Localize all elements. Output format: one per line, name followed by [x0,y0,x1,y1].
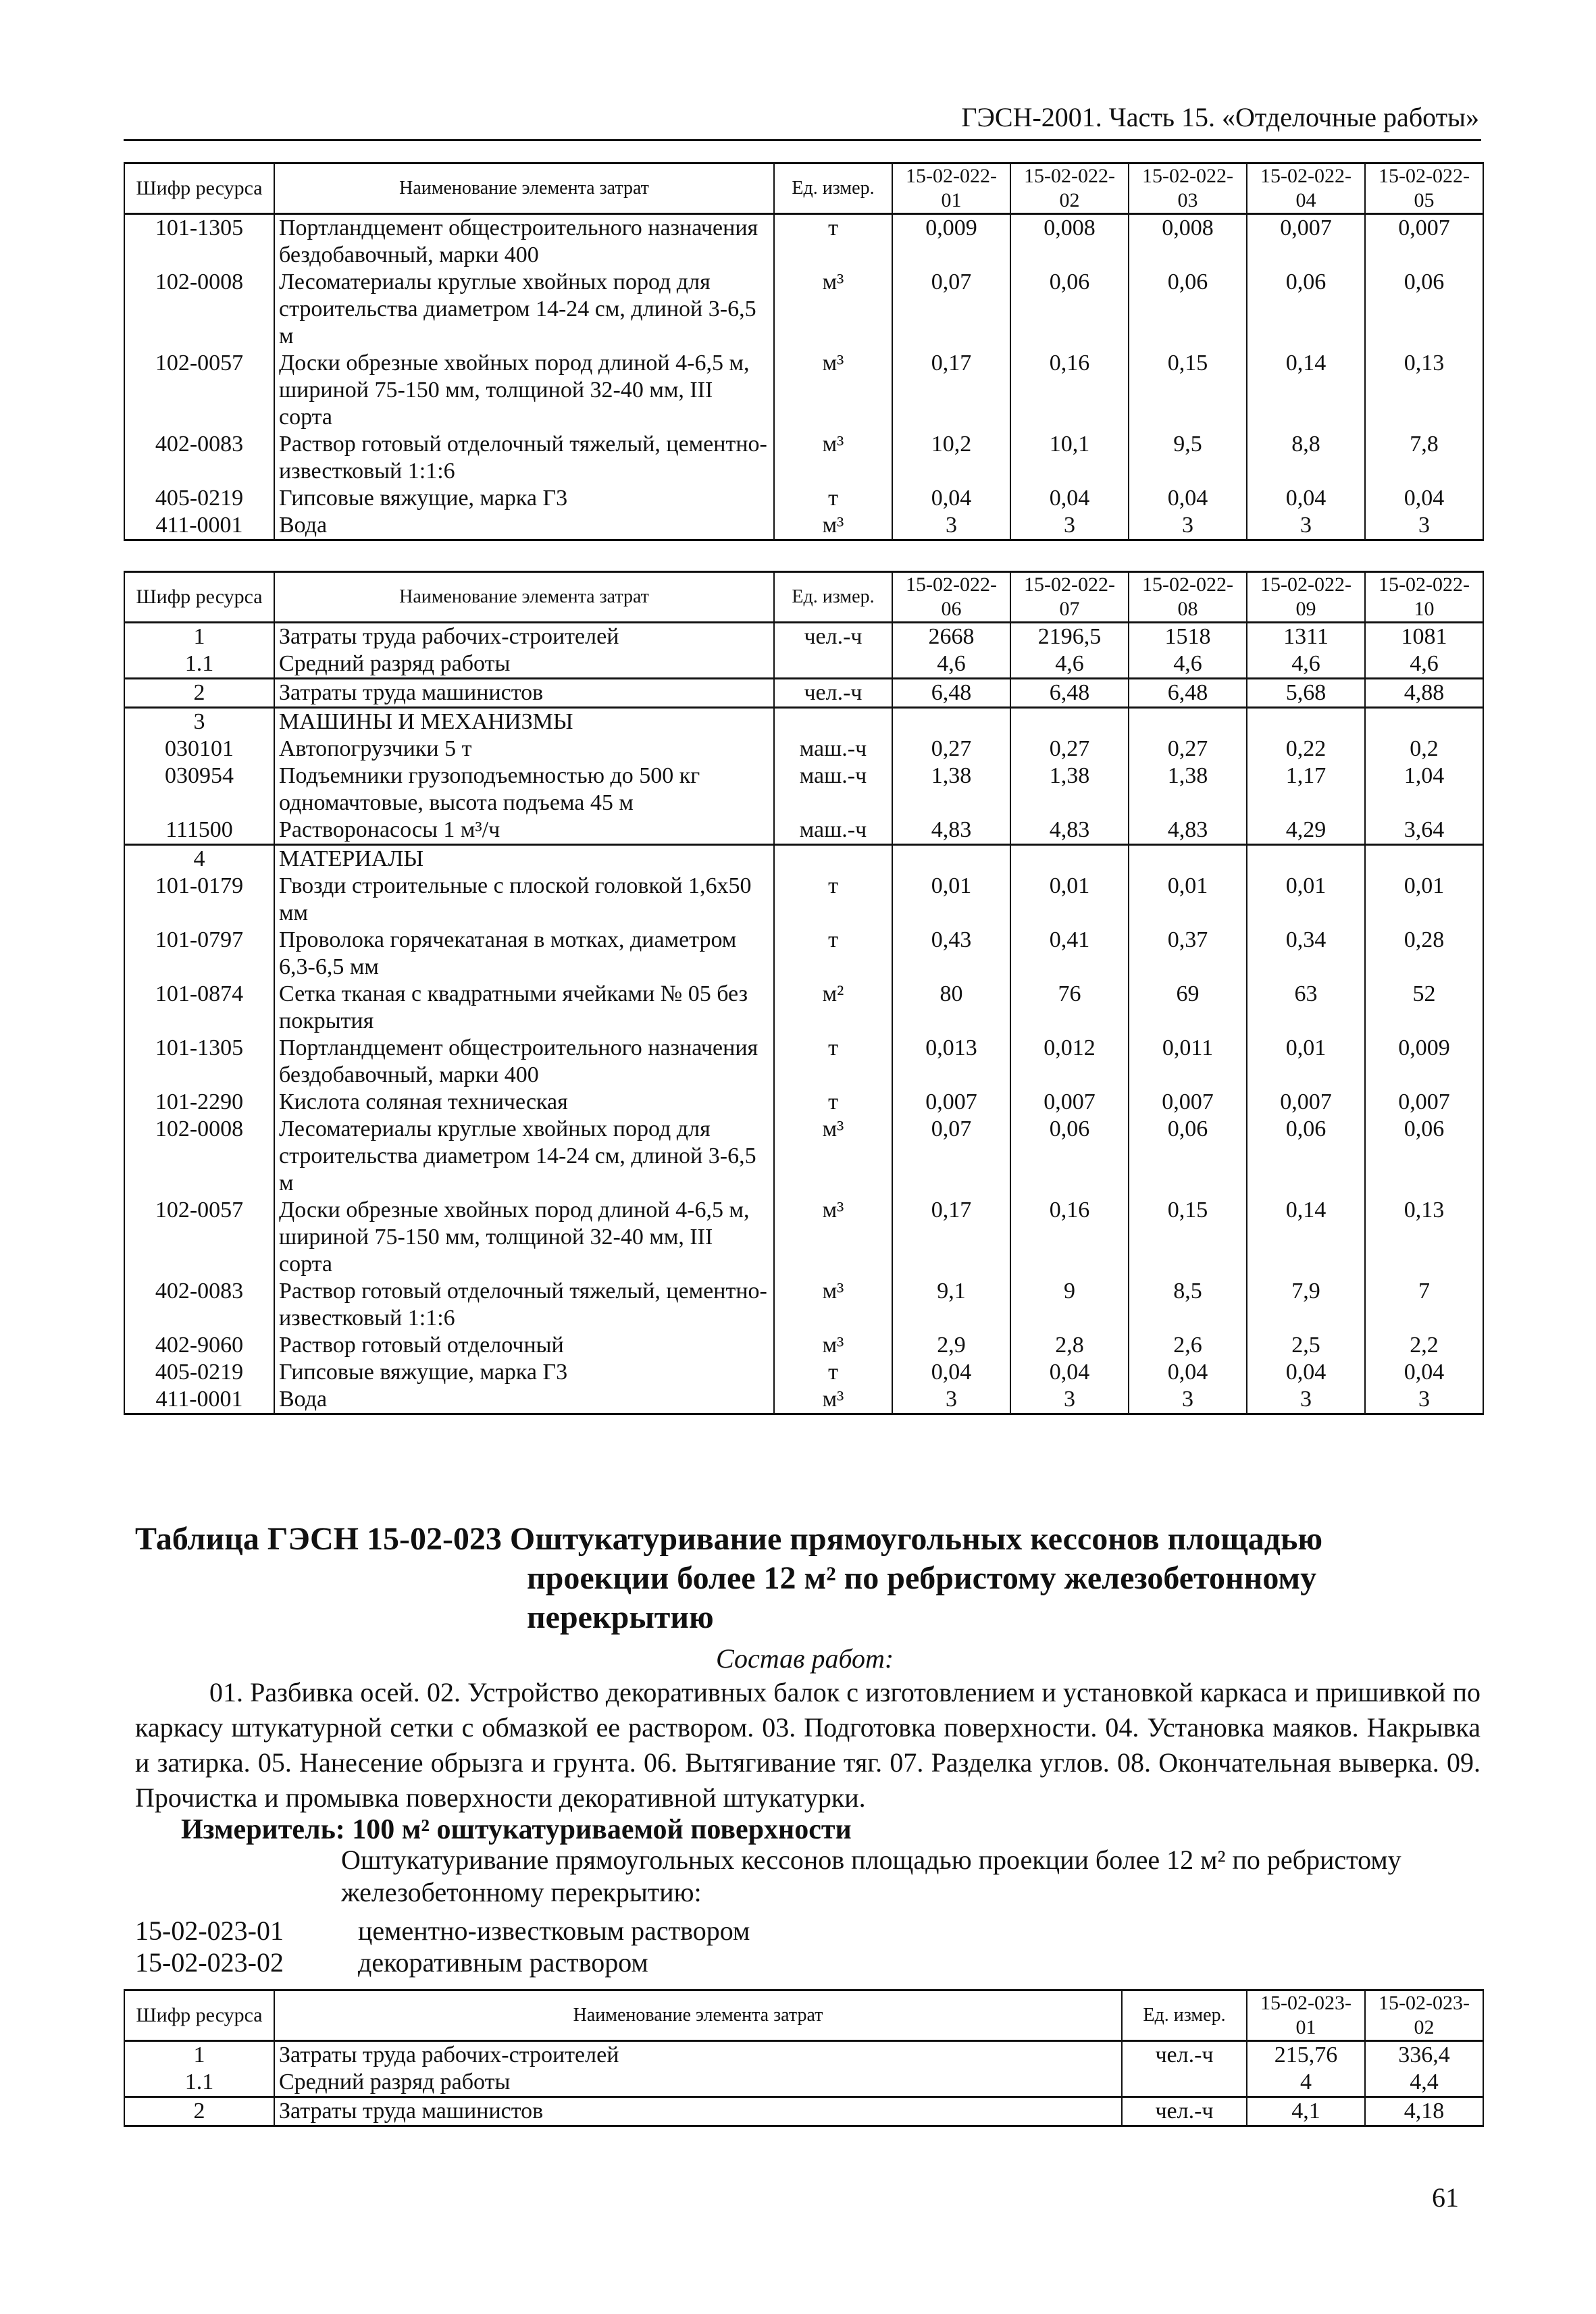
running-header: ГЭСН-2001. Часть 15. «Отделочные работы» [961,102,1479,132]
resource-value: 0,06 [1129,1116,1247,1197]
resource-code: 101-0797 [124,927,274,981]
resource-value: 0,04 [1129,485,1247,512]
resource-name: Лесоматериалы круглые хвойных пород для строительства диаметром 14-24 см, длиной 3-6,5 м [274,269,774,350]
resource-value: 3 [1010,1386,1129,1414]
resource-name: МАШИНЫ И МЕХАНИЗМЫ [274,708,774,736]
measure-unit: Измеритель: 100 м² оштукатуриваемой поверхности [181,1814,852,1845]
resource-code: 402-0083 [124,1278,274,1332]
resource-value: 0,34 [1247,927,1365,981]
resource-value: 0,16 [1010,1197,1129,1278]
resource-value: 9 [1010,1278,1129,1332]
resource-value: 0,01 [1010,873,1129,927]
variants-caption: Оштукатуривание прямоугольных кессонов площадью проекции более 12 м² по ребристому железобетонному перекрытию: [341,1845,1401,1907]
resource-value: 0,04 [1247,485,1365,512]
resource-value: 3 [892,512,1010,540]
resource-value: 3 [1365,1386,1483,1414]
resource-code: 405-0219 [124,485,274,512]
col-header-variant: 15-02-022-08 [1129,572,1247,623]
resource-name: Затраты труда машинистов [274,679,774,708]
resource-value: 0,07 [892,269,1010,350]
resource-value: 0,15 [1129,1197,1247,1278]
resource-name: Затраты труда рабочих-строителей [274,2041,1122,2069]
resource-unit: чел.-ч [1122,2097,1247,2126]
col-header-variant: 15-02-022-10 [1365,572,1483,623]
table-row [124,431,1483,485]
resource-unit: маш.-ч [774,763,892,817]
col-header-unit: Ед. измер. [774,163,892,214]
resource-name: Гипсовые вяжущие, марка Г3 [274,485,774,512]
resource-unit: м³ [774,1116,892,1197]
variant-label: цементно-известковым раствором [358,1916,750,1946]
resource-value: 4,29 [1247,817,1365,845]
resource-name: Вода [274,512,774,540]
resource-value [1247,845,1365,873]
resource-value: 0,27 [1129,736,1247,763]
resource-value: 0,04 [1365,485,1483,512]
work-composition-text: 01. Разбивка осей. 02. Устройство декоративных балок с изготовлением и установкой каркаса и пришивкой по каркасу штукатурной сетки с обмазкой ее раствором. 03. Подготовка поверхности. 04. Установка маяков. Накрывка и затирка. 05. Нанесение обрызга и грунта. 06. Вытягивание тяг. 07. Разделка углов. 08. Окончательная выверка. 09. Прочистка и промывка поверхности декоративной штукатурки. [135,1677,1481,1813]
resource-code: 102-0057 [124,1197,274,1278]
resource-code: 102-0008 [124,1116,274,1197]
resource-unit: чел.-ч [774,623,892,651]
table-row [124,269,1483,350]
resource-value: 0,15 [1129,350,1247,431]
resource-value: 69 [1129,981,1247,1035]
resource-name: Сетка тканая с квадратными ячейками № 05 без покрытия [274,981,774,1035]
resource-value: 6,48 [1010,679,1129,708]
resource-name: Затраты труда машинистов [274,2097,1122,2126]
resource-value: 4,6 [1010,650,1129,679]
resource-value: 0,16 [1010,350,1129,431]
resource-value: 63 [1247,981,1365,1035]
table-row [124,927,1483,981]
resource-code: 102-0008 [124,269,274,350]
resource-value: 0,04 [1365,1359,1483,1386]
header-rule [124,139,1481,141]
resource-value: 0,013 [892,1035,1010,1089]
resource-value: 0,41 [1010,927,1129,981]
resource-value: 3 [1247,1386,1365,1414]
resource-name: Доски обрезные хвойных пород длиной 4-6,5 м, шириной 75-150 мм, толщиной 32-40 мм, III сорта [274,350,774,431]
resource-value: 0,01 [1129,873,1247,927]
resource-name: Портландцемент общестроительного назначения бездобавочный, марки 400 [274,214,774,269]
page-number: 61 [1432,2182,1459,2213]
resource-value: 80 [892,981,1010,1035]
table-row [124,1359,1483,1386]
resource-unit: т [774,927,892,981]
resource-name: Гвозди строительные с плоской головкой 1,6х50 мм [274,873,774,927]
resource-value: 0,007 [1010,1089,1129,1116]
resource-unit: маш.-ч [774,736,892,763]
resource-value: 0,06 [1247,269,1365,350]
resource-value: 10,2 [892,431,1010,485]
variant-label: декоративным раствором [358,1947,648,1978]
table-row [124,623,1483,651]
table-row [124,350,1483,431]
resource-value: 0,13 [1365,350,1483,431]
resource-value: 4,18 [1365,2097,1483,2126]
resource-unit: м³ [774,1197,892,1278]
resource-value: 0,13 [1365,1197,1483,1278]
resource-value: 4,6 [892,650,1010,679]
col-header-code: Шифр ресурса [124,163,274,214]
resource-value: 0,06 [1247,1116,1365,1197]
resource-value: 8,5 [1129,1278,1247,1332]
resource-unit [774,708,892,736]
table-row [124,214,1483,269]
resource-value [1010,845,1129,873]
col-header-name: Наименование элемента затрат [274,1990,1122,2041]
resource-value: 0,17 [892,1197,1010,1278]
resource-code: 4 [124,845,274,873]
col-header-variant: 15-02-022-09 [1247,572,1365,623]
variant-code: 15-02-023-01 [135,1916,284,1946]
table-row [124,1197,1483,1278]
resource-name: Средний разряд работы [274,650,774,679]
resource-name: Автопогрузчики 5 т [274,736,774,763]
resource-value: 2668 [892,623,1010,651]
resource-code: 405-0219 [124,1359,274,1386]
col-header-variant: 15-02-022-01 [892,163,1010,214]
resource-value: 3 [1247,512,1365,540]
col-header-unit: Ед. измер. [774,572,892,623]
resource-value: 0,22 [1247,736,1365,763]
resource-name: Гипсовые вяжущие, марка Г3 [274,1359,774,1386]
resource-value: 4,6 [1247,650,1365,679]
resource-value: 7,8 [1365,431,1483,485]
resource-value: 1,38 [1129,763,1247,817]
resource-code: 1 [124,623,274,651]
resource-code: 2 [124,2097,274,2126]
resource-code: 030954 [124,763,274,817]
resource-value: 3 [1129,1386,1247,1414]
resource-value [1129,845,1247,873]
table-row [124,1035,1483,1089]
resource-unit [774,650,892,679]
table-row [124,485,1483,512]
resource-code: 101-1305 [124,1035,274,1089]
table-row [124,845,1483,873]
resource-unit: т [774,1089,892,1116]
resource-value: 4,6 [1365,650,1483,679]
resource-value: 7 [1365,1278,1483,1332]
resource-value: 1081 [1365,623,1483,651]
resource-value: 0,37 [1129,927,1247,981]
resource-value: 4,83 [892,817,1010,845]
resource-value: 4,6 [1129,650,1247,679]
resource-name: Портландцемент общестроительного назначения бездобавочный, марки 400 [274,1035,774,1089]
resource-unit [774,845,892,873]
resource-value: 0,04 [1010,1359,1129,1386]
resource-name: Растворонасосы 1 м³/ч [274,817,774,845]
resource-value: 0,17 [892,350,1010,431]
resource-value: 1311 [1247,623,1365,651]
resource-value: 0,01 [1247,1035,1365,1089]
resource-value: 9,5 [1129,431,1247,485]
resource-value: 2,2 [1365,1332,1483,1359]
resource-value: 4 [1247,2069,1365,2097]
resource-name: Раствор готовый отделочный тяжелый, цементно-известковый 1:1:6 [274,1278,774,1332]
table-row [124,981,1483,1035]
col-header-variant: 15-02-022-07 [1010,572,1129,623]
resource-value: 1,04 [1365,763,1483,817]
table-row [124,650,1483,679]
resource-code: 030101 [124,736,274,763]
resource-value [1129,708,1247,736]
table-row [124,1332,1483,1359]
col-header-variant: 15-02-023-02 [1365,1990,1483,2041]
table-row [124,1278,1483,1332]
resource-value: 0,43 [892,927,1010,981]
col-header-variant: 15-02-023-01 [1247,1990,1365,2041]
resource-value: 2196,5 [1010,623,1129,651]
table-row [124,1089,1483,1116]
resource-value: 0,007 [1129,1089,1247,1116]
resource-value: 0,007 [1247,1089,1365,1116]
resource-code: 411-0001 [124,512,274,540]
resource-value: 3 [892,1386,1010,1414]
table-title-line-1: Таблица ГЭСН 15-02-023 Оштукатуривание прямоугольных кессонов площадью [135,1521,1323,1557]
resource-value [892,708,1010,736]
resource-value: 2,5 [1247,1332,1365,1359]
resource-value: 7,9 [1247,1278,1365,1332]
resource-value: 0,04 [1010,485,1129,512]
resource-unit: м³ [774,1332,892,1359]
resource-value: 336,4 [1365,2041,1483,2069]
resource-value: 0,14 [1247,350,1365,431]
resource-value: 0,01 [1247,873,1365,927]
table-title-line-2: проекции более 12 м² по ребристому железобетонному [527,1560,1317,1596]
resource-unit: т [774,485,892,512]
resource-name: МАТЕРИАЛЫ [274,845,774,873]
resource-value: 0,01 [892,873,1010,927]
resource-table-2 [124,571,1484,1415]
resource-unit: м² [774,981,892,1035]
resource-value: 4,4 [1365,2069,1483,2097]
resource-value [1010,708,1129,736]
resource-value: 4,88 [1365,679,1483,708]
resource-value: 6,48 [892,679,1010,708]
table-title-line-3: перекрытию [527,1599,714,1635]
resource-code: 101-1305 [124,214,274,269]
resource-value: 0,009 [892,214,1010,269]
resource-value: 52 [1365,981,1483,1035]
resource-value: 0,012 [1010,1035,1129,1089]
resource-unit: т [774,873,892,927]
resource-value: 0,011 [1129,1035,1247,1089]
resource-code: 1.1 [124,650,274,679]
col-header-code: Шифр ресурса [124,1990,274,2041]
resource-name: Раствор готовый отделочный тяжелый, цементно-известковый 1:1:6 [274,431,774,485]
col-header-code: Шифр ресурса [124,572,274,623]
table-row [124,763,1483,817]
resource-name: Раствор готовый отделочный [274,1332,774,1359]
col-header-name: Наименование элемента затрат [274,163,774,214]
resource-value: 3,64 [1365,817,1483,845]
resource-name: Вода [274,1386,774,1414]
resource-value: 0,007 [1247,214,1365,269]
resource-unit: м³ [774,512,892,540]
resource-value: 0,007 [1365,214,1483,269]
resource-value [1365,708,1483,736]
resource-value: 3 [1010,512,1129,540]
table-row [124,817,1483,845]
table-row [124,679,1483,708]
resource-value: 0,06 [1365,1116,1483,1197]
resource-code: 402-9060 [124,1332,274,1359]
resource-value: 2,8 [1010,1332,1129,1359]
resource-code: 3 [124,708,274,736]
resource-code: 402-0083 [124,431,274,485]
resource-code: 102-0057 [124,350,274,431]
resource-value: 3 [1365,512,1483,540]
resource-value: 0,009 [1365,1035,1483,1089]
table-row [124,2069,1483,2097]
resource-value: 215,76 [1247,2041,1365,2069]
variant-code: 15-02-023-02 [135,1947,284,1978]
resource-value: 1,38 [1010,763,1129,817]
variant-row [135,1947,648,1978]
resource-value: 0,06 [1010,269,1129,350]
resource-value: 0,007 [892,1089,1010,1116]
resource-table-3 [124,1989,1484,2127]
table-row [124,736,1483,763]
table-row [124,873,1483,927]
resource-value: 9,1 [892,1278,1010,1332]
resource-name: Кислота соляная техническая [274,1089,774,1116]
resource-value: 2,6 [1129,1332,1247,1359]
table-row [124,708,1483,736]
resource-value: 1518 [1129,623,1247,651]
resource-code: 1 [124,2041,274,2069]
col-header-variant: 15-02-022-04 [1247,163,1365,214]
resource-name: Доски обрезные хвойных пород длиной 4-6,5 м, шириной 75-150 мм, толщиной 32-40 мм, III сорта [274,1197,774,1278]
resource-value: 1,38 [892,763,1010,817]
resource-unit: м³ [774,1386,892,1414]
resource-name: Средний разряд работы [274,2069,1122,2097]
resource-value: 0,01 [1365,873,1483,927]
resource-value: 0,008 [1010,214,1129,269]
resource-value: 76 [1010,981,1129,1035]
resource-unit: м³ [774,269,892,350]
resource-value: 4,83 [1010,817,1129,845]
resource-value: 0,14 [1247,1197,1365,1278]
resource-value: 0,27 [1010,736,1129,763]
resource-value: 0,06 [1365,269,1483,350]
resource-name: Лесоматериалы круглые хвойных пород для строительства диаметром 14-24 см, длиной 3-6,5 м [274,1116,774,1197]
resource-value [1365,845,1483,873]
variant-row [135,1915,750,1947]
resource-code: 101-0874 [124,981,274,1035]
resource-code: 111500 [124,817,274,845]
table-row [124,1116,1483,1197]
col-header-unit: Ед. измер. [1122,1990,1247,2041]
col-header-variant: 15-02-022-03 [1129,163,1247,214]
resource-value: 4,1 [1247,2097,1365,2126]
resource-name: Проволока горячекатаная в мотках, диаметром 6,3-6,5 мм [274,927,774,981]
resource-value: 6,48 [1129,679,1247,708]
resource-unit: м³ [774,1278,892,1332]
col-header-variant: 15-02-022-05 [1365,163,1483,214]
resource-code: 101-2290 [124,1089,274,1116]
resource-name: Затраты труда рабочих-строителей [274,623,774,651]
resource-value: 8,8 [1247,431,1365,485]
col-header-variant: 15-02-022-02 [1010,163,1129,214]
resource-unit: м³ [774,350,892,431]
table-row [124,1386,1483,1414]
table-title [135,1520,1418,1637]
resource-unit: т [774,214,892,269]
resource-unit: маш.-ч [774,817,892,845]
resource-value [1247,708,1365,736]
resource-value: 2,9 [892,1332,1010,1359]
col-header-name: Наименование элемента затрат [274,572,774,623]
resource-value [892,845,1010,873]
resource-value: 0,04 [892,485,1010,512]
table-row [124,2097,1483,2126]
resource-code: 101-0179 [124,873,274,927]
resource-unit: чел.-ч [1122,2041,1247,2069]
col-header-variant: 15-02-022-06 [892,572,1010,623]
resource-unit: т [774,1035,892,1089]
resource-value: 0,07 [892,1116,1010,1197]
resource-value: 0,06 [1010,1116,1129,1197]
table-row [124,512,1483,540]
resource-name: Подъемники грузоподъемностью до 500 кг одномачтовые, высота подъема 45 м [274,763,774,817]
resource-value: 3 [1129,512,1247,540]
work-composition-heading: Состав работ: [716,1643,894,1674]
resource-value: 0,06 [1129,269,1247,350]
resource-value: 4,83 [1129,817,1247,845]
resource-unit [1122,2069,1247,2097]
resource-value: 0,04 [1247,1359,1365,1386]
resource-value: 0,008 [1129,214,1247,269]
resource-unit: чел.-ч [774,679,892,708]
resource-code: 411-0001 [124,1386,274,1414]
resource-value: 0,04 [1129,1359,1247,1386]
table-row [124,2041,1483,2069]
resource-code: 2 [124,679,274,708]
resource-value: 0,04 [892,1359,1010,1386]
resource-value: 5,68 [1247,679,1365,708]
resource-table-1 [124,162,1484,541]
resource-value: 0,27 [892,736,1010,763]
resource-unit: м³ [774,431,892,485]
resource-value: 1,17 [1247,763,1365,817]
resource-unit: т [774,1359,892,1386]
resource-value: 0,007 [1365,1089,1483,1116]
resource-value: 0,2 [1365,736,1483,763]
resource-value: 0,28 [1365,927,1483,981]
resource-code: 1.1 [124,2069,274,2097]
resource-value: 10,1 [1010,431,1129,485]
